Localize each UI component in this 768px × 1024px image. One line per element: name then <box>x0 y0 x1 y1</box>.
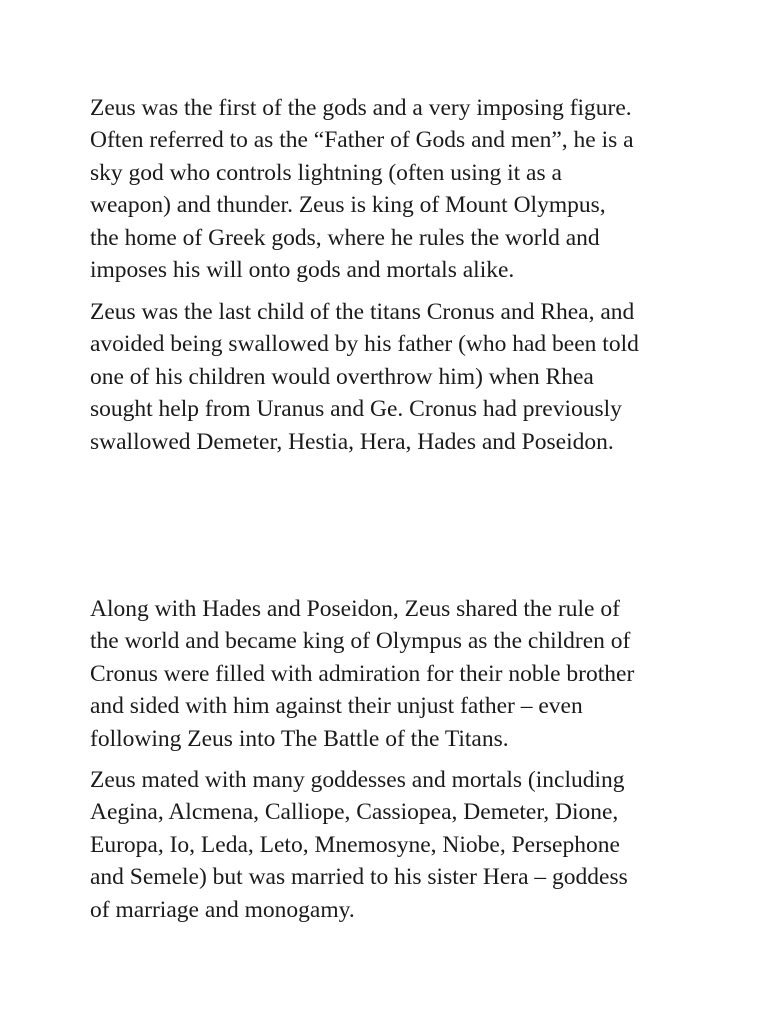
paragraph-zeus-intro: Zeus was the first of the gods and a very imposing figure. Often referred to as the “Father of Gods and men”, he is a sky god who controls lightning (often using it as a weapon) and thunder. Zeus is king of Mount Olympus, the home of Greek gods, where he rules the world and imposes his will onto gods and mortals alike. <box>90 95 634 284</box>
paragraph-zeus-rule: Along with Hades and Poseidon, Zeus shared the rule of the world and became king of Olympus as the children of Cronus were filled with admiration for their noble brother and sided with him against their unjust father – even following Zeus into The Battle of the Titans. <box>90 596 635 752</box>
paragraph-zeus-birth: Zeus was the last child of the titans Cronus and Rhea, and avoided being swallowed by his father (who had been told one of his children would overthrow him) when Rhea sought help from Uranus and Ge. Cronus had previously swallowed Demeter, Hestia, Hera, Hades and Poseidon. <box>90 299 639 455</box>
paragraph-zeus-consorts: Zeus mated with many goddesses and mortals (including Aegina, Alcmena, Calliope, Cassiopea, Demeter, Dione, Europa, Io, Leda, Leto, Mnemosyne, Niobe, Persephone and Semele) but was married to his sister Hera – goddess of marriage and monogamy. <box>90 767 628 923</box>
